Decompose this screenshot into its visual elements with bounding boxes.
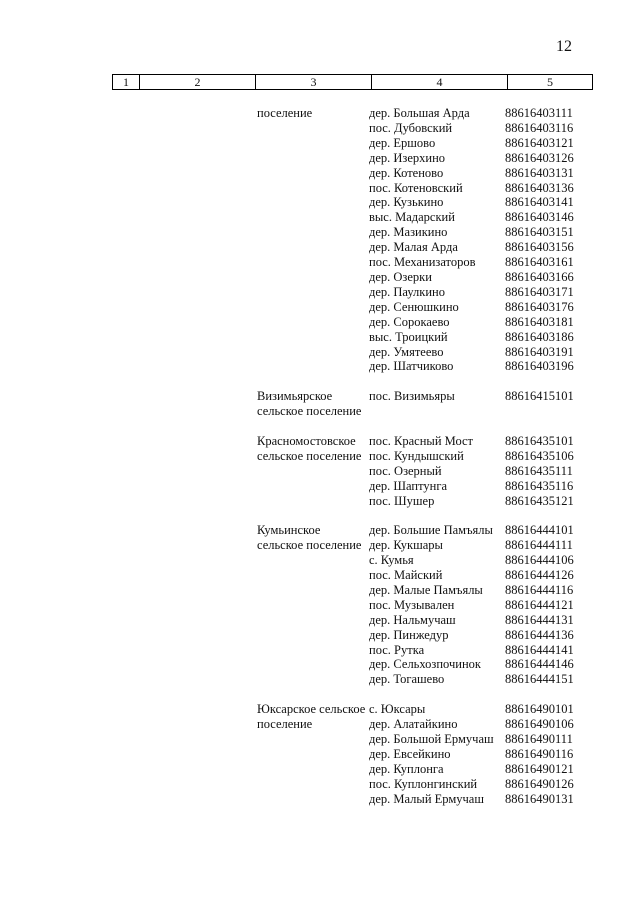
settlement-group: [0, 702, 640, 806]
settlement-row: [369, 479, 629, 494]
oktmo-code: 88616403181: [505, 314, 574, 329]
settlement-name: дер. Шаптунга: [369, 478, 448, 493]
settlement-name: дер. Куплонга: [369, 761, 444, 776]
settlement-entries: [369, 106, 629, 374]
settlement-row: [369, 717, 629, 732]
settlement-row: [369, 285, 629, 300]
oktmo-code: 88616444121: [505, 597, 574, 612]
settlement-name: выс. Троицкий: [369, 329, 448, 344]
settlement-name: дер. Тогашево: [369, 672, 445, 687]
settlement-name: пос. Куплонгинский: [369, 776, 478, 791]
column-number-header: [112, 74, 593, 90]
settlement-row: [369, 732, 629, 747]
oktmo-code: 88616403141: [505, 195, 574, 210]
header-row: [113, 75, 593, 90]
settlement-name: дер. Умятеево: [369, 344, 444, 359]
oktmo-code: 88616435116: [505, 478, 574, 493]
oktmo-code: 88616444111: [505, 538, 573, 553]
settlement-row: [369, 240, 629, 255]
settlement-row: [369, 195, 629, 210]
oktmo-code: 88616444101: [505, 523, 574, 538]
settlement-row: [369, 106, 629, 121]
settlement-name: с. Кумья: [369, 553, 414, 568]
oktmo-code: 88616444116: [505, 582, 574, 597]
oktmo-code: 88616490126: [505, 776, 574, 791]
settlement-name: дер. Кукшары: [369, 538, 443, 553]
settlement-row: [369, 300, 629, 315]
settlement-row: [369, 330, 629, 345]
oktmo-code: 88616403196: [505, 359, 574, 374]
settlement-row: [369, 136, 629, 151]
settlement-name: дер. Малый Ермучаш: [369, 791, 484, 806]
settlement-row: [369, 792, 629, 807]
oktmo-code: 88616403166: [505, 269, 574, 284]
oktmo-code: 88616490116: [505, 746, 574, 761]
settlement-group: [0, 389, 640, 419]
oktmo-code: 88616403191: [505, 344, 574, 359]
settlement-name: дер. Мазикино: [369, 225, 448, 240]
settlement-entries: [369, 434, 629, 509]
settlement-name: дер. Большой Ермучаш: [369, 732, 494, 746]
oktmo-code: 88616435111: [505, 463, 573, 478]
settlement-row: [369, 747, 629, 762]
settlement-row: [369, 628, 629, 643]
oktmo-code: 88616435101: [505, 433, 574, 448]
settlement-name: дер. Малые Памъялы: [369, 582, 483, 597]
settlement-name: пос. Красный Мост: [369, 433, 474, 448]
municipality-name: поселение: [257, 106, 313, 120]
settlement-name: пос. Музывален: [369, 597, 455, 612]
oktmo-code: 88616403131: [505, 165, 574, 180]
settlement-row: [369, 777, 629, 792]
oktmo-code: 88616444151: [505, 672, 574, 687]
oktmo-code: 88616490121: [505, 761, 574, 776]
settlement-row: [369, 389, 629, 404]
oktmo-code: 88616490101: [505, 702, 574, 717]
oktmo-code: 88616403111: [505, 106, 573, 120]
oktmo-code: 88616403161: [505, 255, 574, 270]
oktmo-code: 88616403136: [505, 180, 574, 195]
settlement-name: пос. Майский: [369, 568, 443, 583]
settlement-row: [369, 359, 629, 374]
settlement-row: [369, 598, 629, 613]
settlement-name: пос. Визимьяры: [369, 389, 455, 404]
oktmo-code: 88616403176: [505, 299, 574, 314]
settlement-name: пос. Рутка: [369, 642, 425, 657]
municipality-name: Визимьярское сельское поселение: [257, 389, 362, 419]
settlement-row: [369, 315, 629, 330]
oktmo-code: 88616403126: [505, 150, 574, 165]
settlement-name: дер. Сенюшкино: [369, 299, 459, 314]
settlement-name: пос. Шушер: [369, 493, 435, 508]
settlement-row: [369, 568, 629, 583]
settlement-name: пос. Механизаторов: [369, 255, 476, 270]
settlement-name: пос. Кундышский: [369, 448, 464, 463]
settlement-name: пос. Дубовский: [369, 120, 453, 135]
oktmo-code: 88616444141: [505, 642, 574, 657]
settlement-name: дер. Сорокаево: [369, 314, 450, 329]
settlement-group: [0, 434, 640, 509]
oktmo-code: 88616403151: [505, 225, 574, 240]
settlement-row: [369, 494, 629, 509]
settlement-row: [369, 225, 629, 240]
settlement-name: дер. Пинжедур: [369, 627, 449, 642]
oktmo-code: 88616403171: [505, 284, 574, 299]
settlement-name: дер. Кузькино: [369, 195, 444, 210]
settlement-entries: [369, 702, 629, 806]
settlement-row: [369, 464, 629, 479]
settlement-row: [369, 270, 629, 285]
oktmo-code: 88616444146: [505, 657, 574, 672]
settlement-name: дер. Озерки: [369, 269, 432, 284]
settlement-group: [0, 106, 640, 374]
settlement-group: [0, 523, 640, 687]
settlement-row: [369, 210, 629, 225]
page-number: 12: [556, 38, 572, 55]
settlement-row: [369, 538, 629, 553]
settlement-name: дер. Изерхино: [369, 150, 446, 165]
oktmo-code: 88616490131: [505, 791, 574, 806]
municipality-name: Юксарское сельское поселение: [257, 702, 366, 732]
oktmo-code: 88616444106: [505, 553, 574, 568]
settlement-entries: [369, 523, 629, 687]
header-col-4: 4: [372, 75, 508, 90]
settlement-row: [369, 166, 629, 181]
settlement-list: [0, 106, 640, 821]
oktmo-code: 88616435121: [505, 493, 574, 508]
settlement-row: [369, 762, 629, 777]
municipality-name: Кумьинское сельское поселение: [257, 523, 362, 553]
settlement-row: [369, 345, 629, 360]
settlement-name: дер. Сельхозпочинок: [369, 657, 481, 672]
settlement-name: с. Юксары: [369, 702, 426, 717]
settlement-name: пос. Котеновский: [369, 180, 463, 195]
settlement-row: [369, 672, 629, 687]
settlement-name: дер. Евсейкино: [369, 746, 451, 761]
settlement-row: [369, 449, 629, 464]
oktmo-code: 88616403121: [505, 135, 574, 150]
oktmo-code: 88616444126: [505, 568, 574, 583]
settlement-row: [369, 702, 629, 717]
settlement-name: дер. Ершово: [369, 135, 436, 150]
municipality-name: Красномостовское сельское поселение: [257, 433, 362, 463]
settlement-name: выс. Мадарский: [369, 210, 455, 225]
settlement-name: пос. Озерный: [369, 463, 442, 478]
oktmo-code: 88616403146: [505, 210, 574, 225]
settlement-row: [369, 121, 629, 136]
settlement-name: дер. Шатчиково: [369, 359, 454, 374]
header-col-5: 5: [508, 75, 593, 90]
settlement-row: [369, 181, 629, 196]
settlement-name: дер. Паулкино: [369, 284, 445, 299]
settlement-entries: [369, 389, 629, 419]
settlement-row: [369, 434, 629, 449]
settlement-row: [369, 643, 629, 658]
oktmo-code: 88616403156: [505, 240, 574, 255]
oktmo-code: 88616444131: [505, 612, 574, 627]
settlement-row: [369, 583, 629, 598]
oktmo-code: 88616403186: [505, 329, 574, 344]
oktmo-code: 88616403116: [505, 120, 574, 135]
oktmo-code: 88616435106: [505, 448, 574, 463]
settlement-row: [369, 151, 629, 166]
settlement-name: дер. Нальмучаш: [369, 612, 456, 627]
settlement-name: дер. Котеново: [369, 165, 444, 180]
header-col-3: 3: [256, 75, 372, 90]
settlement-name: дер. Большие Памъялы: [369, 523, 493, 538]
header-col-1: 1: [113, 75, 140, 90]
settlement-name: дер. Малая Арда: [369, 240, 458, 255]
oktmo-code: 88616490111: [505, 732, 573, 746]
settlement-row: [369, 613, 629, 628]
header-col-2: 2: [140, 75, 256, 90]
oktmo-code: 88616415101: [505, 389, 574, 404]
settlement-row: [369, 657, 629, 672]
settlement-row: [369, 553, 629, 568]
oktmo-code: 88616444136: [505, 627, 574, 642]
oktmo-code: 88616490106: [505, 717, 574, 732]
settlement-row: [369, 255, 629, 270]
settlement-name: дер. Большая Арда: [369, 106, 470, 120]
settlement-row: [369, 523, 629, 538]
settlement-name: дер. Алатайкино: [369, 717, 458, 732]
